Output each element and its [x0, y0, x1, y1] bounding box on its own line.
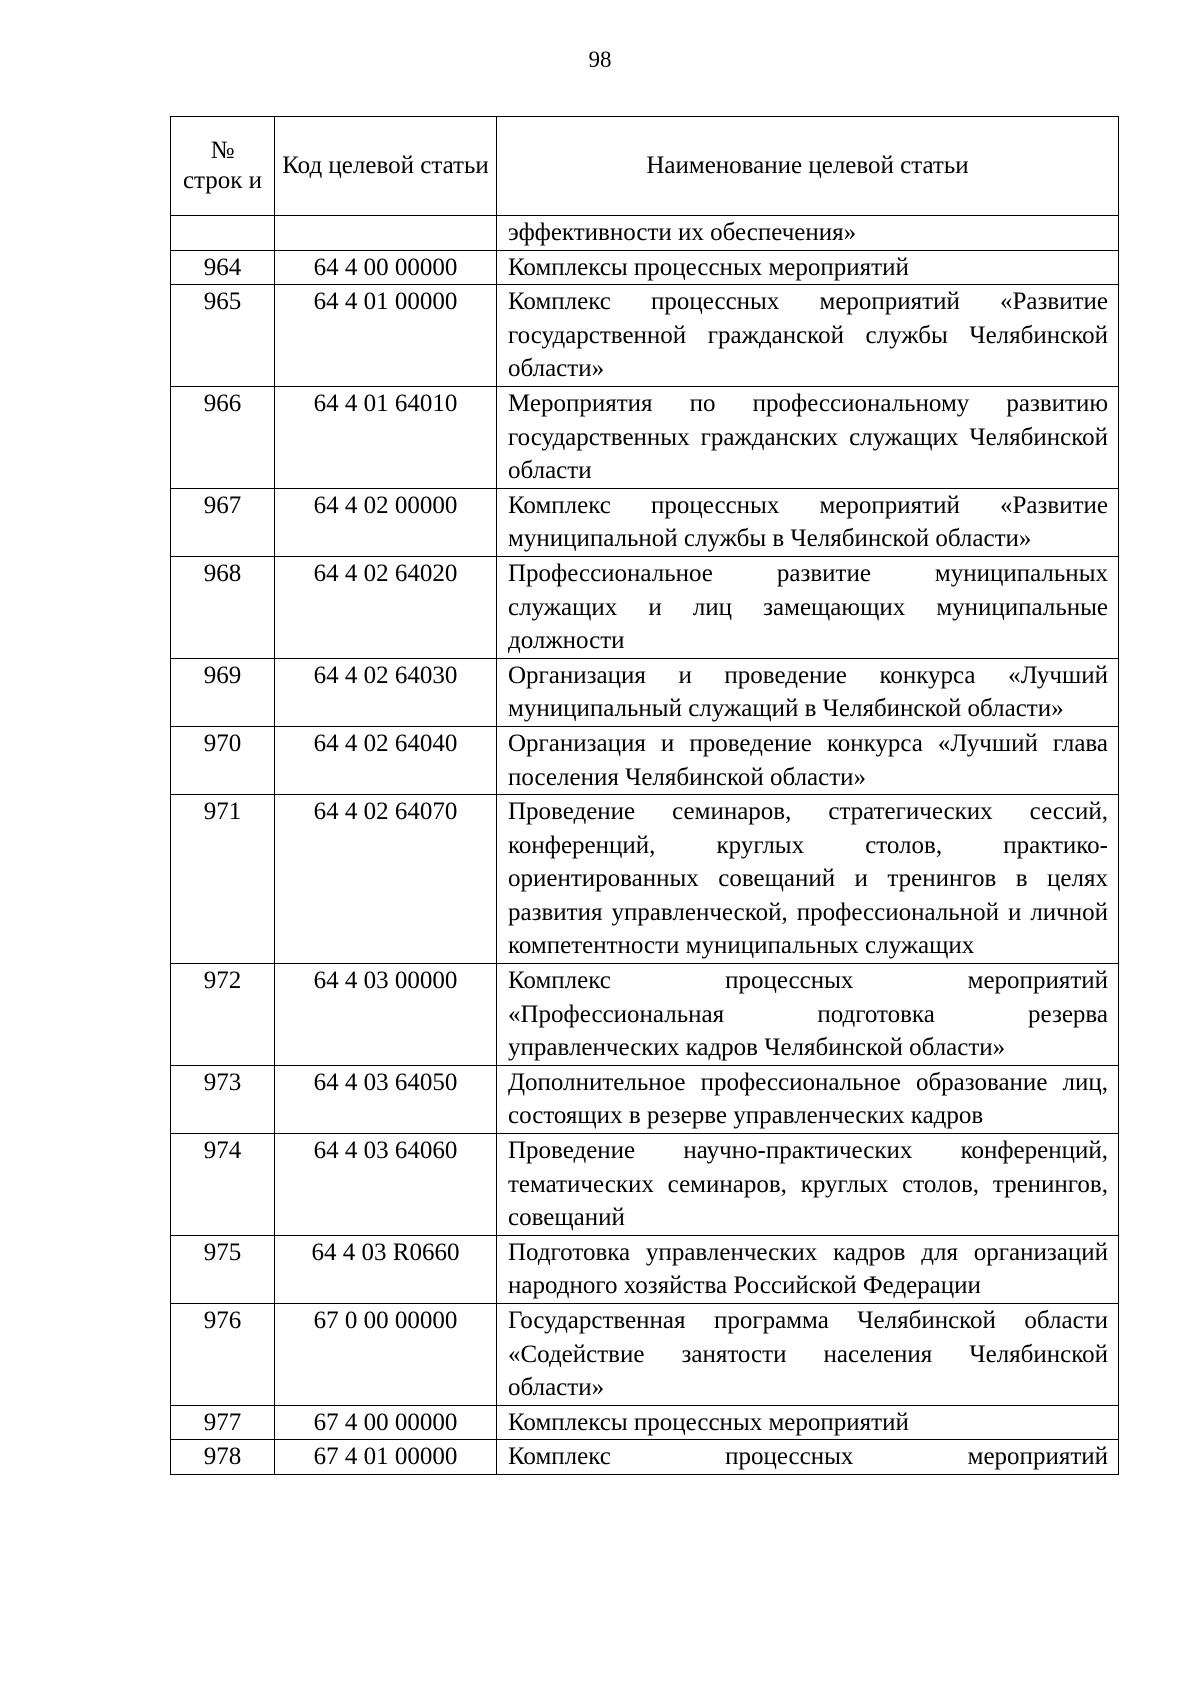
article-name: эффективности их обеспечения» — [497, 216, 1119, 251]
article-name: Организация и проведение конкурса «Лучший муниципальный служащий в Челябинской области» — [497, 658, 1119, 726]
article-name: Дополнительное профессиональное образование лиц, состоящих в резерве управленческих кадров — [497, 1065, 1119, 1133]
table-row — [171, 1235, 1119, 1303]
table-row — [171, 1134, 1119, 1236]
article-code: 64 4 01 64010 — [275, 386, 497, 488]
row-number: 978 — [171, 1440, 275, 1475]
table-row — [171, 1065, 1119, 1133]
article-name: Государственная программа Челябинской области «Содействие занятости населения Челябинской области» — [497, 1304, 1119, 1406]
article-name: Мероприятия по профессиональному развитию государственных гражданских служащих Челябинской области — [497, 386, 1119, 488]
article-name: Проведение научно-практических конференций, тематических семинаров, круглых столов, тренингов, совещаний — [497, 1134, 1119, 1236]
article-name: Комплексы процессных мероприятий — [497, 250, 1119, 285]
table-row — [171, 216, 1119, 251]
row-number: 966 — [171, 386, 275, 488]
table-row — [171, 964, 1119, 1066]
target-articles-table — [170, 116, 1119, 1475]
row-number: 975 — [171, 1235, 275, 1303]
article-code: 64 4 02 64020 — [275, 556, 497, 658]
table-row — [171, 488, 1119, 556]
article-code — [275, 216, 497, 251]
article-code: 64 4 02 00000 — [275, 488, 497, 556]
article-name: Проведение семинаров, стратегических сессий, конференций, круглых столов, практико-ориентированных совещаний и тренингов в целях развития управленческой, профессиональной и личной компетентности муниципальных служащих — [497, 795, 1119, 964]
article-name: Комплекс процессных мероприятий «Профессиональная подготовка резерва управленческих кадров Челябинской области» — [497, 964, 1119, 1066]
row-number: 968 — [171, 556, 275, 658]
table-row — [171, 250, 1119, 285]
article-code: 64 4 02 64040 — [275, 726, 497, 794]
row-number: 964 — [171, 250, 275, 285]
article-code: 64 4 02 64070 — [275, 795, 497, 964]
article-code: 67 0 00 00000 — [275, 1304, 497, 1406]
table-row — [171, 726, 1119, 794]
table-row — [171, 556, 1119, 658]
table-row — [171, 386, 1119, 488]
article-code: 64 4 03 64050 — [275, 1065, 497, 1133]
table-row — [171, 1405, 1119, 1440]
article-name: Организация и проведение конкурса «Лучший глава поселения Челябинской области» — [497, 726, 1119, 794]
row-number: 972 — [171, 964, 275, 1066]
article-code: 64 4 03 64060 — [275, 1134, 497, 1236]
article-code: 64 4 00 00000 — [275, 250, 497, 285]
article-name: Комплексы процессных мероприятий — [497, 1405, 1119, 1440]
article-name: Профессиональное развитие муниципальных служащих и лиц замещающих муниципальные должности — [497, 556, 1119, 658]
row-number: 970 — [171, 726, 275, 794]
row-number: 973 — [171, 1065, 275, 1133]
article-code: 64 4 03 R0660 — [275, 1235, 497, 1303]
row-number: 976 — [171, 1304, 275, 1406]
row-number: 971 — [171, 795, 275, 964]
article-code: 67 4 01 00000 — [275, 1440, 497, 1475]
table-row — [171, 658, 1119, 726]
article-code: 67 4 00 00000 — [275, 1405, 497, 1440]
page-number: 98 — [588, 47, 612, 72]
header-row-number: № строк и — [171, 117, 275, 216]
row-number: 965 — [171, 285, 275, 387]
table-row — [171, 285, 1119, 387]
article-code: 64 4 03 00000 — [275, 964, 497, 1066]
table-header-row — [171, 117, 1119, 216]
table-row — [171, 795, 1119, 964]
row-number: 969 — [171, 658, 275, 726]
row-number: 967 — [171, 488, 275, 556]
header-article-code: Код целевой статьи — [275, 117, 497, 216]
article-code: 64 4 02 64030 — [275, 658, 497, 726]
article-name: Подготовка управленческих кадров для организаций народного хозяйства Российской Федерации — [497, 1235, 1119, 1303]
header-article-name: Наименование целевой статьи — [497, 117, 1119, 216]
row-number: 974 — [171, 1134, 275, 1236]
row-number: 977 — [171, 1405, 275, 1440]
row-number — [171, 216, 275, 251]
article-name: Комплекс процессных мероприятий «Развитие государственной гражданской службы Челябинской области» — [497, 285, 1119, 387]
article-code: 64 4 01 00000 — [275, 285, 497, 387]
article-name: Комплекс процессных мероприятий — [497, 1440, 1119, 1475]
table-row — [171, 1304, 1119, 1406]
article-name: Комплекс процессных мероприятий «Развитие муниципальной службы в Челябинской области» — [497, 488, 1119, 556]
table-row — [171, 1440, 1119, 1475]
